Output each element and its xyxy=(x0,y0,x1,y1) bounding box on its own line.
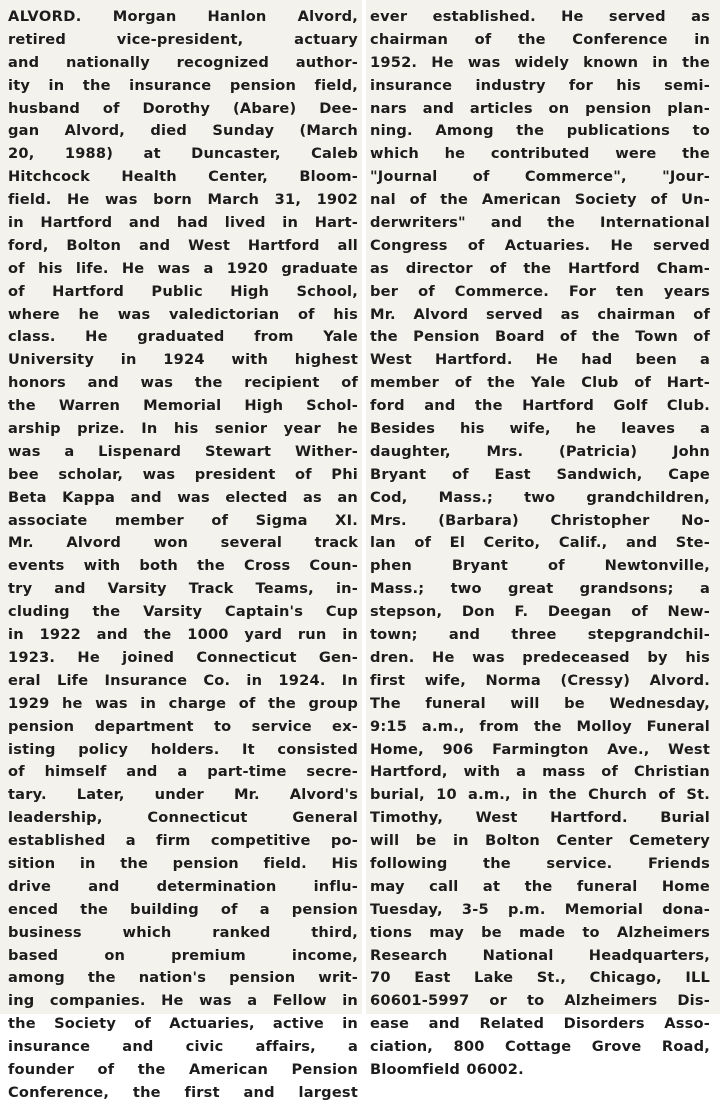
obituary-line: the Pension Board of the Town of xyxy=(370,328,710,346)
obituary-line: 1923. He joined Connecticut Gen- xyxy=(8,648,358,666)
obituary-line: The funeral will be Wednesday, xyxy=(370,694,710,712)
obituary-line: may call at the funeral Home xyxy=(370,877,710,895)
obituary-line: associate member of Sigma XI. xyxy=(8,511,358,529)
obituary-line: Timothy, West Hartford. Burial xyxy=(370,809,710,827)
obituary-line: tary. Later, under Mr. Alvord's xyxy=(8,786,358,804)
obituary-line: ever established. He served as xyxy=(370,8,710,25)
obituary-line: ciation, 800 Cottage Grove Road, xyxy=(370,1038,710,1056)
obituary-line: Hitchcock Health Center, Bloom- xyxy=(8,168,358,186)
obituary-line: was a Lispenard Stewart Wither- xyxy=(8,442,358,460)
obituary-line: 70 East Lake St., Chicago, ILL xyxy=(370,969,710,987)
obituary-line: ber of Commerce. For ten years xyxy=(370,282,710,300)
obituary-line: of his life. He was a 1920 graduate xyxy=(8,259,358,277)
obituary-line: field. He was born March 31, 1902 xyxy=(8,191,358,209)
obituary-line: founder of the American Pension xyxy=(8,1060,358,1078)
obituary-line: bee scholar, was president of Phi xyxy=(8,465,358,483)
obituary-line: husband of Dorothy (Abare) Dee- xyxy=(8,99,358,117)
obituary-line: of Hartford Public High School, xyxy=(8,282,358,300)
obituary-line: phen Bryant of Newtonville, xyxy=(370,557,710,575)
obituary-line: ford, Bolton and West Hartford all xyxy=(8,236,358,254)
obituary-line: 60601-5997 or to Alzheimers Dis- xyxy=(370,992,710,1010)
obituary-line: Mrs. (Barbara) Christopher No- xyxy=(370,511,710,529)
obituary-line: ease and Related Disorders Asso- xyxy=(370,1015,710,1033)
obituary-line: nal of the American Society of Un- xyxy=(370,191,710,209)
obituary-line: Home, 906 Farmington Ave., West xyxy=(370,740,710,758)
obituary-line: Cod, Mass.; two grandchildren, xyxy=(370,488,710,506)
obituary-line: 9:15 a.m., from the Molloy Funeral xyxy=(370,717,710,735)
obituary-line: following the service. Friends xyxy=(370,854,710,872)
obituary-line: "Journal of Commerce", "Jour- xyxy=(370,168,710,186)
obituary-line: Beta Kappa and was elected as an xyxy=(8,488,358,506)
obituary-line: honors and was the recipient of xyxy=(8,374,358,392)
obituary-line: 1952. He was widely known in the xyxy=(370,53,710,71)
obituary-line: Mr. Alvord served as chairman of xyxy=(370,305,710,323)
obituary-line: ity in the insurance pension field, xyxy=(8,76,358,94)
obituary-line: and nationally recognized author- xyxy=(8,53,358,71)
obituary-right-column xyxy=(370,6,710,1082)
obituary-line: gan Alvord, died Sunday (March xyxy=(8,122,358,140)
obituary-line: eral Life Insurance Co. in 1924. In xyxy=(8,671,358,689)
obituary-line-text: Morgan Hanlon Alvord, xyxy=(81,8,358,25)
obituary-line: dren. He was predeceased by his xyxy=(370,648,710,666)
obituary-line: ning. Among the publications to xyxy=(370,122,710,140)
obituary-line: enced the building of a pension xyxy=(8,900,358,918)
obituary-line: established a firm competitive po- xyxy=(8,832,358,850)
obituary-line: sition in the pension field. His xyxy=(8,854,358,872)
obituary-line: Hartford, with a mass of Christian xyxy=(370,763,710,781)
obituary-line: Research National Headquarters, xyxy=(370,946,710,964)
obituary-line: Bloomfield 06002. xyxy=(370,1060,524,1078)
obituary-left-column xyxy=(8,6,358,1105)
obituary-line: 20, 1988) at Duncaster, Caleb xyxy=(8,145,358,163)
obituary-line: Bryant of East Sandwich, Cape xyxy=(370,465,710,483)
obituary-line xyxy=(8,6,358,29)
obituary-line: drive and determination influ- xyxy=(8,877,358,895)
obituary-line: Besides his wife, he leaves a xyxy=(370,420,710,438)
obituary-line: Conference, the first and largest xyxy=(8,1083,358,1101)
obituary-line: the Society of Actuaries, active in xyxy=(8,1015,358,1033)
obituary-line: stepson, Don F. Deegan of New- xyxy=(370,603,710,621)
obituary-line: of himself and a part-time secre- xyxy=(8,763,358,781)
obituary-line: daughter, Mrs. (Patricia) John xyxy=(370,442,710,460)
obituary-line: as director of the Hartford Cham- xyxy=(370,259,710,277)
obituary-line: Congress of Actuaries. He served xyxy=(370,236,710,254)
obituary-line: member of the Yale Club of Hart- xyxy=(370,374,710,392)
obituary-line: in Hartford and had lived in Hart- xyxy=(8,214,358,232)
obituary-line: cluding the Varsity Captain's Cup xyxy=(8,603,358,621)
obituary-line: University in 1924 with highest xyxy=(8,351,358,369)
obituary-line: isting policy holders. It consisted xyxy=(8,740,358,758)
obituary-line: in 1922 and the 1000 yard run in xyxy=(8,626,358,644)
obituary-line: events with both the Cross Coun- xyxy=(8,557,358,575)
obituary-line: insurance and civic affairs, a xyxy=(8,1038,358,1056)
obituary-line: retired vice-president, actuary xyxy=(8,30,358,48)
obituary-line: derwriters" and the International xyxy=(370,214,710,232)
obituary-line: Tuesday, 3-5 p.m. Memorial dona- xyxy=(370,900,710,918)
obituary-line: chairman of the Conference in xyxy=(370,30,710,48)
obituary-line: insurance industry for his semi- xyxy=(370,76,710,94)
obituary-line: West Hartford. He had been a xyxy=(370,351,710,369)
obituary-line: town; and three stepgrandchil- xyxy=(370,626,710,644)
obituary-line: arship prize. In his senior year he xyxy=(8,420,358,438)
obituary-line: leadership, Connecticut General xyxy=(8,809,358,827)
obituary-line: Mass.; two great grandsons; a xyxy=(370,580,710,598)
obituary-line: business which ranked third, xyxy=(8,923,358,941)
obituary-line: among the nation's pension writ- xyxy=(8,969,358,987)
obituary-line: 1929 he was in charge of the group xyxy=(8,694,358,712)
obituary-line: where he was valedictorian of his xyxy=(8,305,358,323)
column-gutter xyxy=(362,0,366,1014)
obituary-line: Mr. Alvord won several track xyxy=(8,534,358,552)
obituary-line: ing companies. He was a Fellow in xyxy=(8,992,358,1010)
obituary-line: first wife, Norma (Cressy) Alvord. xyxy=(370,671,710,689)
obituary-line: the Warren Memorial High Schol- xyxy=(8,397,358,415)
obituary-line: which he contributed were the xyxy=(370,145,710,163)
obituary-line: based on premium income, xyxy=(8,946,358,964)
obituary-line: ford and the Hartford Golf Club. xyxy=(370,397,710,415)
obituary-line: burial, 10 a.m., in the Church of St. xyxy=(370,786,710,804)
obituary-line: tions may be made to Alzheimers xyxy=(370,923,710,941)
obituary-headword: ALVORD. xyxy=(8,8,82,25)
obituary-line: class. He graduated from Yale xyxy=(8,328,358,346)
obituary-line: lan of El Cerito, Calif., and Ste- xyxy=(370,534,710,552)
obituary-line: try and Varsity Track Teams, in- xyxy=(8,580,358,598)
obituary-line: nars and articles on pension plan- xyxy=(370,99,710,117)
obituary-line: will be in Bolton Center Cemetery xyxy=(370,832,710,850)
obituary-line: pension department to service ex- xyxy=(8,717,358,735)
